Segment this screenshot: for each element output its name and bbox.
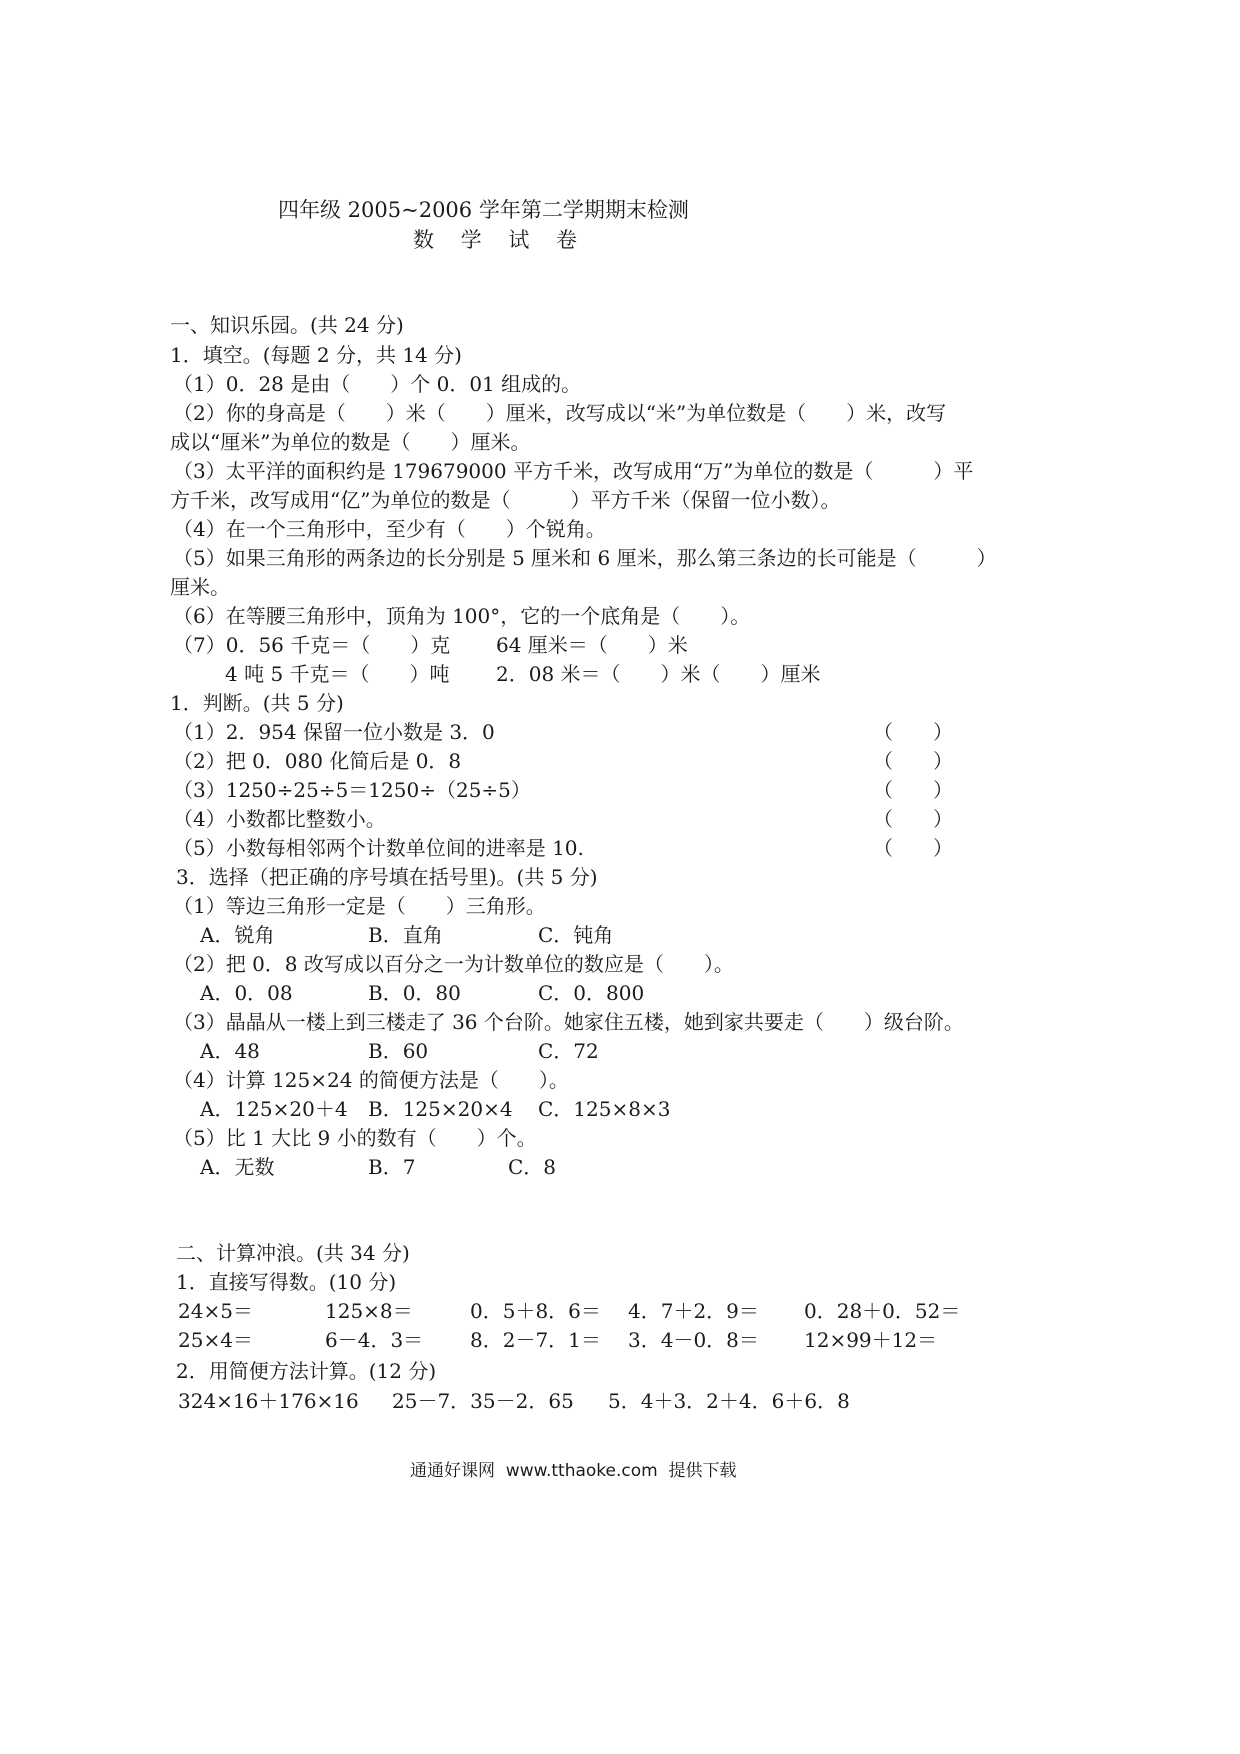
part1-heading: 一、知识乐园。(共 24 分) [170, 313, 404, 337]
fill-q2-line1: （2）你的身高是（ ）米（ ）厘米，改写成以“米”为单位数是（ ）米，改写 [173, 401, 947, 425]
judge-answer-blank: （ ） [873, 778, 953, 802]
choice-q4-option-c: C．125×8×3 [538, 1097, 671, 1121]
fill-q4: （4）在一个三角形中，至少有（ ）个锐角。 [173, 517, 606, 541]
choice-q1-option-c: C．钝角 [538, 923, 614, 947]
fill-q7-row1-left: （7）0．56 千克＝（ ）克 [173, 633, 451, 657]
fill-q2-line2: 成以“厘米”为单位的数是（ ）厘米。 [170, 430, 531, 454]
fill-heading: 1．填空。(每题 2 分，共 14 分) [170, 343, 462, 367]
choice-q1-option-b: B．直角 [368, 923, 443, 947]
exam-subtitle: 数 学 试 卷 [413, 228, 588, 252]
simple-item: 324×16＋176×16 [178, 1389, 359, 1413]
exam-title: 四年级 2005~2006 学年第二学期期末检测 [278, 198, 689, 222]
fill-q7-row2-left: 4 吨 5 千克＝（ ）吨 [225, 662, 450, 686]
judge-heading: 1．判断。(共 5 分) [170, 691, 344, 715]
fill-q5-line1: （5）如果三角形的两条边的长分别是 5 厘米和 6 厘米，那么第三条边的长可能是（ ） [173, 546, 997, 570]
choice-q4: （4）计算 125×24 的简便方法是（ ）。 [173, 1068, 569, 1092]
direct-item: 12×99＋12＝ [804, 1328, 938, 1352]
judge-item: （4）小数都比整数小。 [173, 807, 386, 831]
judge-answer-blank: （ ） [873, 749, 953, 773]
choice-q5: （5）比 1 大比 9 小的数有（ ）个。 [173, 1126, 537, 1150]
direct-item: 6－4．3＝ [325, 1328, 424, 1352]
judge-item: （1）2．954 保留一位小数是 3．0 [173, 720, 495, 744]
direct-item: 0．28＋0．52＝ [804, 1299, 961, 1323]
direct-item: 24×5＝ [178, 1299, 253, 1323]
part2-heading: 二、计算冲浪。(共 34 分) [176, 1241, 410, 1265]
judge-answer-blank: （ ） [873, 807, 953, 831]
choice-q3-option-a: A．48 [200, 1039, 260, 1063]
choice-q4-option-a: A．125×20＋4 [200, 1097, 348, 1121]
choice-q4-option-b: B．125×20×4 [368, 1097, 513, 1121]
choice-q1-option-a: A．锐角 [200, 923, 275, 947]
judge-answer-blank: （ ） [873, 720, 953, 744]
direct-heading: 1．直接写得数。(10 分) [176, 1270, 397, 1294]
fill-q6: （6）在等腰三角形中，顶角为 100°，它的一个底角是（ ）。 [173, 604, 751, 628]
fill-q3-line1: （3）太平洋的面积约是 179679000 平方千米，改写成用“万”为单位的数是（ ）平 [173, 459, 974, 483]
choice-q3-option-b: B．60 [368, 1039, 429, 1063]
choice-q3: （3）晶晶从一楼上到三楼走了 36 个台阶。她家住五楼，她到家共要走（ ）级台阶。 [173, 1010, 964, 1034]
choice-q5-option-a: A．无数 [200, 1155, 275, 1179]
judge-item: （5）小数每相邻两个计数单位间的进率是 10. [173, 836, 584, 860]
fill-q5-line2: 厘米。 [170, 575, 230, 599]
choice-q1: （1）等边三角形一定是（ ）三角形。 [173, 894, 546, 918]
simple-item: 25－7．35－2．65 [392, 1389, 574, 1413]
choice-q2-option-a: A．0．08 [200, 981, 293, 1005]
choice-q2-option-c: C．0．800 [538, 981, 645, 1005]
choice-q3-option-c: C．72 [538, 1039, 599, 1063]
judge-item: （2）把 0．080 化简后是 0．8 [173, 749, 462, 773]
footer-credit: 通通好课网 www.tthaoke.com 提供下载 [410, 1461, 737, 1481]
simple-heading: 2．用简便方法计算。(12 分) [176, 1359, 437, 1383]
choice-q5-option-c: C．8 [508, 1155, 557, 1179]
fill-q7-row1-right: 64 厘米＝（ ）米 [496, 633, 688, 657]
simple-item: 5．4＋3．2＋4．6＋6．8 [608, 1389, 850, 1413]
choice-q2: （2）把 0．8 改写成以百分之一为计数单位的数应是（ ）。 [173, 952, 734, 976]
choice-q5-option-b: B．7 [368, 1155, 416, 1179]
judge-answer-blank: （ ） [873, 836, 953, 860]
fill-q1: （1）0．28 是由（ ）个 0．01 组成的。 [173, 372, 582, 396]
fill-q7-row2-right: 2．08 米＝（ ）米（ ）厘米 [496, 662, 821, 686]
choice-heading: 3．选择（把正确的序号填在括号里)。(共 5 分) [176, 865, 598, 889]
direct-item: 25×4＝ [178, 1328, 253, 1352]
direct-item: 3．4－0．8＝ [628, 1328, 759, 1352]
direct-item: 8．2－7．1＝ [470, 1328, 601, 1352]
choice-q2-option-b: B．0．80 [368, 981, 461, 1005]
judge-item: （3）1250÷25÷5＝1250÷（25÷5） [173, 778, 531, 802]
fill-q3-line2: 方千米，改写成用“亿”为单位的数是（ ）平方千米（保留一位小数）。 [170, 488, 841, 512]
direct-item: 0．5＋8．6＝ [470, 1299, 601, 1323]
direct-item: 125×8＝ [325, 1299, 413, 1323]
direct-item: 4．7＋2．9＝ [628, 1299, 759, 1323]
